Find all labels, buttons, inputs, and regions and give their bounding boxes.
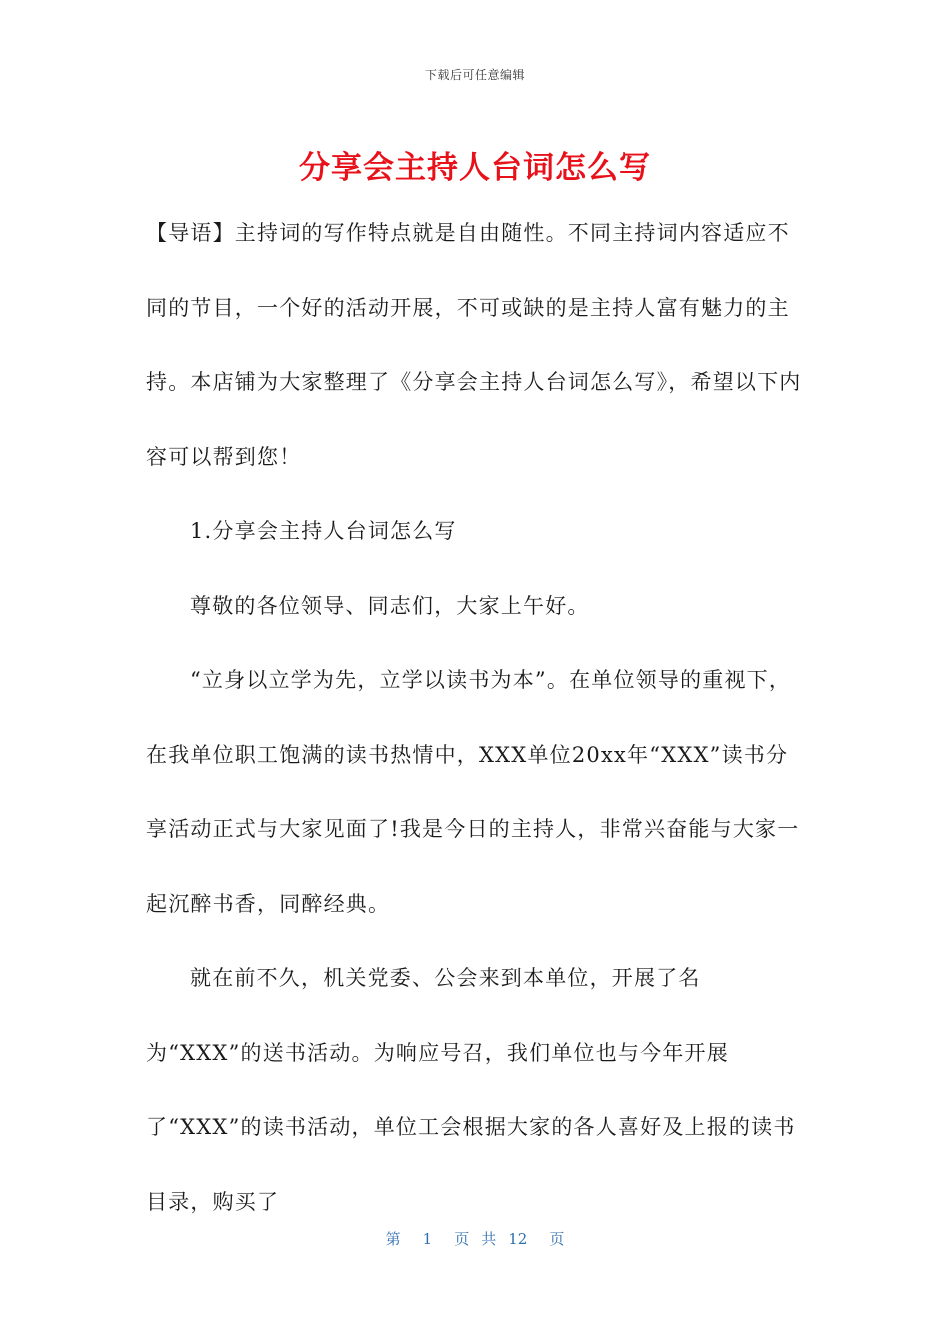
section-heading: 1.分享会主持人台词怎么写 [190,519,457,543]
intro-paragraph: 【导语】主持词的写作特点就是自由随性。不同主持词内容适应不同的节目，一个好的活动开展，不可或缺的是主持人富有魅力的主持。本店铺为大家整理了《分享会主持人台词怎么写》，希望以下内容可以帮到您！ [146,221,802,469]
footer-page-label: 页 [454,1230,470,1248]
header-note: 下载后可任意编辑 [424,68,525,82]
document-body [146,196,806,1239]
footer-total-label: 共 [481,1230,497,1248]
page-footer [0,1228,950,1249]
document-title: 分享会主持人台词怎么写 [299,150,651,186]
greeting-paragraph: 尊敬的各位领导、同志们，大家上午好。 [190,593,590,618]
body-paragraph: “立身以立学为先，立学以读书为本”。在单位领导的重视下，在我单位职工饱满的读书热情中，XXX单位20xx年“XXX”读书分享活动正式与大家见面了!我是今日的主持人，非常兴奋能与大家一起沉醉书香，同醉经典。 [146,668,800,916]
footer-suffix: 页 [549,1230,565,1248]
footer-current-page: 1 [422,1230,433,1248]
body-paragraph: 就在前不久，机关党委、公会来到本单位，开展了名为“XXX”的送书活动。为响应号召，我们单位也与今年开展了“XXX”的读书活动，单位工会根据大家的各人喜好及上报的读书目录，购买了 [146,966,796,1214]
footer-prefix: 第 [385,1230,401,1248]
footer-total-pages: 12 [508,1230,528,1248]
